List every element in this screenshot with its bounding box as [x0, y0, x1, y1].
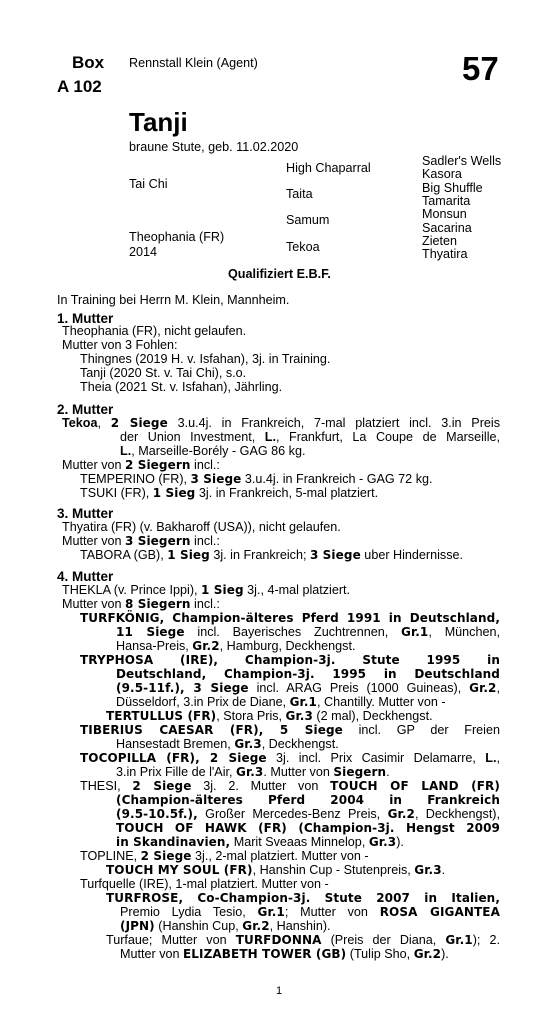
pedigree-line: Mutter von ELIZABETH TOWER (GB) (Tulip Sho, Gr.2). [120, 947, 449, 961]
pedigree-line: Mutter von 3 Siegern incl.: [62, 534, 220, 548]
pedigree-line: Deutschland, Champion-3j. 1995 in Deutschland [116, 667, 500, 681]
pedigree-line: TURFROSE, Co-Champion-3j. Stute 2007 in Italien, [106, 891, 500, 905]
pedigree-line: TOCOPILLA (FR), 2 Siege 3j. incl. Prix Casimir Delamarre, L., [80, 751, 500, 765]
pedigree-line: TSUKI (FR), 1 Sieg 3j. in Frankreich, 5-mal platziert. [80, 486, 379, 500]
pedigree-line: THEKLA (v. Prince Ippi), 1 Sieg 3j., 4-mal platziert. [62, 583, 351, 597]
pedigree-line: TURFKÖNIG, Champion-älteres Pferd 1991 in Deutschland, [80, 611, 500, 625]
pedigree-ggs-5: Monsun [422, 207, 467, 221]
box-label: Box [72, 53, 105, 72]
pedigree-line: TOPLINE, 2 Siege 3j., 2-mal platziert. Mutter von - [80, 849, 369, 863]
horse-name: Tanji [129, 107, 188, 137]
pedigree-line: Mutter von 3 Fohlen: [62, 338, 178, 352]
pedigree-ggs-3: Big Shuffle [422, 181, 483, 195]
pedigree-line: TOUCH MY SOUL (FR), Hanshin Cup - Stutenpreis, Gr.3. [106, 863, 446, 877]
pedigree-ggs-8: Thyatira [422, 247, 468, 261]
section-title: 3. Mutter [57, 506, 114, 521]
pedigree-line: Theia (2021 St. v. Isfahan), Jährling. [80, 380, 283, 394]
pedigree-line: Tekoa, 2 Siege 3.u.4j. in Frankreich, 7-mal platziert incl. 3.in Preis [62, 416, 501, 430]
pedigree-line: TRYPHOSA (IRE), Champion-3j. Stute 1995 in [80, 653, 500, 667]
pedigree-line: der Union Investment, L., Frankfurt, La Coupe de Marseille, [120, 430, 500, 444]
pedigree-line: Thingnes (2019 H. v. Isfahan), 3j. in Training. [80, 352, 331, 366]
pedigree-dam-year: 2014 [129, 245, 158, 259]
pedigree-line: TEMPERINO (FR), 3 Siege 3.u.4j. in Frankreich - GAG 72 kg. [80, 472, 433, 486]
horse-description: braune Stute, geb. 11.02.2020 [129, 140, 299, 154]
pedigree-line: THESI, 2 Siege 3j. 2. Mutter von TOUCH OF LAND (FR) [80, 779, 500, 793]
pedigree-line: Turfaue; Mutter von TURFDONNA (Preis der Diana, Gr.1); 2. [106, 933, 500, 947]
pedigree-ggs-6: Sacarina [422, 221, 472, 235]
pedigree-line: Tanji (2020 St. v. Tai Chi), s.o. [80, 366, 247, 380]
pedigree-gs-sire: High Chaparral [286, 161, 371, 175]
pedigree-line: Theophania (FR), nicht gelaufen. [62, 324, 247, 338]
pedigree-gd-dam: Tekoa [286, 240, 320, 254]
pedigree-sire: Tai Chi [129, 177, 168, 191]
lot-number: 57 [462, 50, 499, 87]
pedigree-dam: Theophania (FR) [129, 230, 225, 244]
pedigree-line: 3.in Prix Fille de l'Air, Gr.3. Mutter von Siegern. [116, 765, 390, 779]
section-title: 4. Mutter [57, 569, 114, 584]
consignor: Rennstall Klein (Agent) [129, 56, 258, 70]
pedigree-line: Hansa-Preis, Gr.2, Hamburg, Deckhengst. [116, 639, 356, 653]
qualification: Qualifiziert E.B.F. [228, 267, 331, 281]
pedigree-line: Turfquelle (IRE), 1-mal platziert. Mutter von - [80, 877, 329, 891]
pedigree-line: TERTULLUS (FR), Stora Pris, Gr.3 (2 mal), Deckhengst. [106, 709, 433, 723]
pedigree-line: TIBERIUS CAESAR (FR), 5 Siege incl. GP der Freien [80, 723, 500, 737]
pedigree-line: Hansestadt Bremen, Gr.3, Deckhengst. [116, 737, 339, 751]
pedigree-line: (9.5-10.5f.), Großer Mercedes-Benz Preis, Gr.2, Deckhengst), [116, 807, 501, 821]
pedigree-line: Düsseldorf, 3.in Prix de Diane, Gr.1, Chantilly. Mutter von - [116, 695, 446, 709]
pedigree-ggs-2: Kasora [422, 167, 462, 181]
pedigree-line: Mutter von 2 Siegern incl.: [62, 458, 220, 472]
pedigree-ggs-1: Sadler's Wells [422, 154, 502, 168]
box-number: A 102 [57, 77, 102, 96]
pedigree-line: (Champion-älteres Pferd 2004 in Frankreich [116, 793, 500, 807]
pedigree-line: TOUCH OF HAWK (FR) (Champion-3j. Hengst 2009 [116, 821, 500, 835]
pedigree-ggs-7: Zieten [422, 234, 458, 248]
pedigree-line: (9.5-11f.), 3 Siege incl. ARAG Preis (1000 Guineas), Gr.2, [116, 681, 500, 695]
pedigree-line: (JPN) (Hanshin Cup, Gr.2, Hanshin). [120, 919, 331, 933]
pedigree-line: in Skandinavien, Marit Sveaas Minnelop, Gr.3). [116, 835, 404, 849]
pedigree-gd-sire: Samum [286, 213, 330, 227]
page-number: 1 [276, 985, 283, 997]
pedigree-line: TABORA (GB), 1 Sieg 3j. in Frankreich; 3 Siege uber Hindernisse. [80, 548, 464, 562]
pedigree-line: Mutter von 8 Siegern incl.: [62, 597, 220, 611]
pedigree-ggs-4: Tamarita [422, 194, 471, 208]
pedigree-line: Premio Lydia Tesio, Gr.1; Mutter von ROSA GIGANTEA [120, 905, 500, 919]
pedigree-line: Thyatira (FR) (v. Bakharoff (USA)), nicht gelaufen. [62, 520, 341, 534]
pedigree-line: 11 Siege incl. Bayerisches Zuchtrennen, Gr.1, München, [116, 625, 500, 639]
training-info: In Training bei Herrn M. Klein, Mannheim. [57, 293, 290, 307]
section-title: 2. Mutter [57, 402, 114, 417]
pedigree-line: L., Marseille-Borély - GAG 86 kg. [120, 444, 306, 458]
section-title: 1. Mutter [57, 311, 114, 326]
pedigree-gs-dam: Taita [286, 187, 313, 201]
